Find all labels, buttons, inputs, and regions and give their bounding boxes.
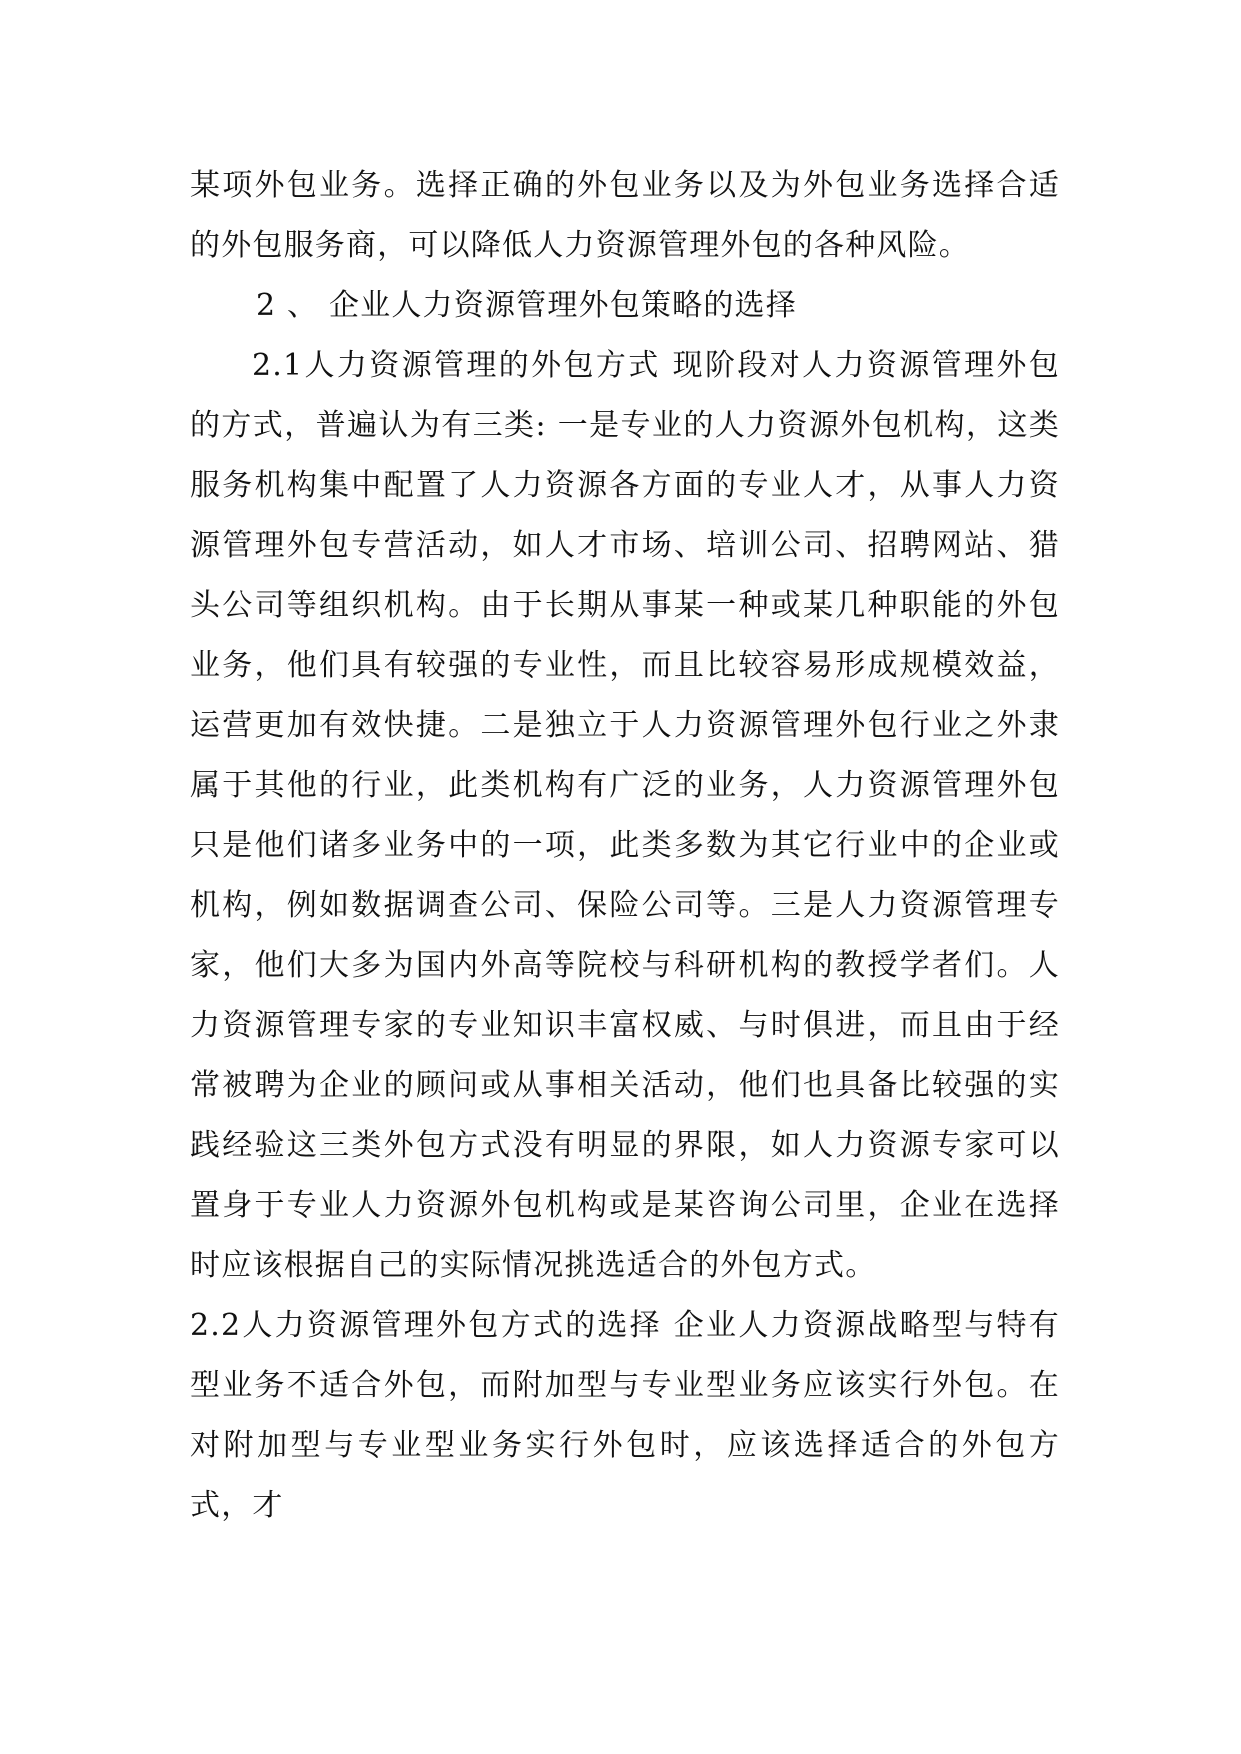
paragraph-outsourcing-risk: 某项外包业务。选择正确的外包业务以及为外包业务选择合适的外包服务商，可以降低人力资源管理外包的各种风险。 xyxy=(190,168,1060,263)
paragraph-mode-selection: 2.2人力资源管理外包方式的选择 企业人力资源战略型与特有型业务不适合外包，而附加型与专业型业务应该实行外包。在对附加型与专业型业务实行外包时，应该选择适合的外包方式，才 xyxy=(190,1308,1060,1523)
document-body xyxy=(190,156,1060,1536)
section-heading-strategy-selection: 2 、 企业人力资源管理外包策略的选择 xyxy=(256,288,797,323)
paragraph-outsourcing-modes: 2.1人力资源管理的外包方式 现阶段对人力资源管理外包的方式，普遍认为有三类: 一是专业的人力资源外包机构，这类服务机构集中配置了人力资源各方面的专业人才，从事人力资源管理外包专营活动，如人才市场、培训公司、招聘网站、猎头公司等组织机构。由于长期从事某一种或某几种职能的外包业务，他们具有较强的专业性，而且比较容易形成规模效益，运营更加有效快捷。二是独立于人力资源管理外包行业之外隶属于其他的行业，此类机构有广泛的业务，人力资源管理外包只是他们诸多业务中的一项，此类多数为其它行业中的企业或机构，例如数据调查公司、保险公司等。三是人力资源管理专家，他们大多为国内外高等院校与科研机构的教授学者们。人力资源管理专家的专业知识丰富权威、与时俱进，而且由于经常被聘为企业的顾问或从事相关活动，他们也具备比较强的实践经验这三类外包方式没有明显的界限，如人力资源专家可以置身于专业人力资源外包机构或是某咨询公司里，企业在选择时应该根据自己的实际情况挑选适合的外包方式。 xyxy=(190,348,1060,1283)
